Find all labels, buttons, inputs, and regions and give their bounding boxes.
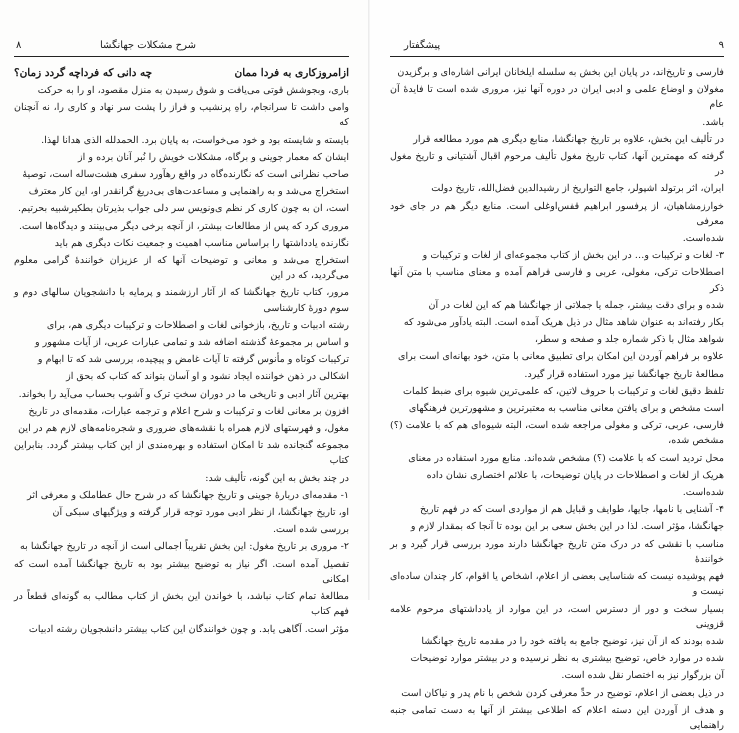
text-line: بهترین آثار ادبی و تاریخی ما در دوران سختِ ترک و آشوب بحساب می‌آید را بخواند. bbox=[18, 388, 349, 400]
running-head bbox=[390, 38, 724, 57]
page-number: ۹ bbox=[718, 40, 724, 51]
text-line: تلفظ دقیق لغات و ترکیبات با حروف لاتین، که علمی‌ترین شیوه برای ضبط کلمات bbox=[403, 385, 724, 397]
running-title: پیشگفتار bbox=[404, 40, 441, 51]
text-line: شده و برای دقت بیشتر، جمله یا جملاتی از جهانگشا هم که این لغات در آن bbox=[428, 299, 724, 311]
text-line: افزون بر معانی لغات و ترکیبات و شرح اعلام و ترجمه عبارات، مقدمه‌ای در تاریخ bbox=[28, 405, 349, 417]
text-line: مرور، کتاب تاریخ جهانگشا که از آثار ارزشمند و پرمایه با دانشجویان سالهای دوم و سوم دورهٔ کارشناسی bbox=[14, 287, 349, 314]
text-line: مطالعهٔ تمام کتاب نباشد، با خواندن این بخش از کتاب مطالب به گونه‌ای قطعاً در فهم کتاب bbox=[14, 591, 349, 618]
text-line: شده‌است. bbox=[682, 487, 724, 499]
text-line: است مشخص و برای یافتن معانی مناسب به معتبرترین و مشهورترین فرهنگهای bbox=[408, 403, 724, 415]
text-line: تفصیل آمده است. اگر نیاز به توضیح بیشتر بود به تاریخ جهانگشا آمده است که امکانی bbox=[14, 558, 349, 585]
text-lines bbox=[390, 65, 724, 733]
text-line: شده در موارد خاص، توضیح بیشتری به نظر نرسیده و در بیشتر موارد توضیحات bbox=[410, 653, 724, 665]
text-line: مروری کرد که پس از مطالعات بیشتر، از آنچه برخی دیگر می‌بینند و دیدگاه‌ها است. bbox=[19, 220, 349, 232]
text-line: مؤثر است. آگاهی یابد. و چون خوانندگان این کتاب بیشتر دانشجویان رشته ادبیات bbox=[28, 623, 349, 635]
text-lines bbox=[14, 83, 349, 637]
text-line: باری، وبجوشش قوتی می‌یافت و شوق رسیدن به منزل مقصود، او را به حرکت bbox=[37, 85, 349, 96]
verse-hemistich-2: چه دانی که فرداچه گردد زمان؟ bbox=[14, 67, 153, 79]
text-line: و اساس بر مجموعهٔ گذشته اضافه شد و تمامی عبارات عربی، از آیات مشهور و bbox=[34, 337, 349, 349]
text-line: شده‌است. bbox=[682, 233, 724, 245]
text-line: ۳- لغات و ترکیبات و… در این بخش از کتاب مجموعه‌ای از لغات و ترکیبات و bbox=[422, 250, 724, 262]
text-line: در ذیل بعضی از اعلام، توضیح در حدِّ معرفی کردن شخص با نام پدر و نیاکان است bbox=[401, 687, 724, 699]
text-line: صاحب نظرانی است که نگارنده‌گاه در واقع رهآورد سفری هشت‌ساله است، توصیهٔ bbox=[22, 169, 349, 181]
text-line: فهم پوشیده نیست که شناسایی بعضی از اعلام، اشخاص یا اقوام، کار چندان ساده‌ای نیست و bbox=[390, 571, 724, 598]
text-line: رشته ادبیات و تاریخ، بازخوانی لغات و اصطلاحات و ترکیبات دیگری هم، برای bbox=[46, 319, 349, 331]
text-line: باشد. bbox=[702, 116, 724, 128]
text-line: استخراج می‌شد و به راهنمایی و مساعدت‌های بی‌دریغ گرانقدر او، این کار معترف bbox=[28, 186, 349, 198]
text-line: خوارزمشاهیان، از پرفسور ابراهیم قفس‌اوغلی است. منابع دیگر هم در جای خود معرفی bbox=[390, 200, 724, 227]
text-line: ایران، اثر برتولد اشپولر، جامع التواریخ از رشیدالدین فضل‌الله، تاریخ دولت bbox=[431, 183, 724, 195]
left-page bbox=[0, 0, 369, 635]
running-title: شرح مشکلات جهانگشا bbox=[99, 40, 197, 51]
text-line: در تألیف این بخش، علاوه بر تاریخ جهانگشا، منابع دیگری هم مورد مطالعه قرار bbox=[413, 133, 724, 145]
verse bbox=[14, 65, 349, 81]
text-line: ایشان که معمار جوینی و برگاه، مشکلات خویش را نُبر آنان برده و از bbox=[78, 151, 349, 163]
text-line: او، تاریخ جهانگشا، از نظر ادبی مورد توجه قرار گرفته و ویژگیهای سبکی آن bbox=[52, 507, 349, 519]
text-line: ۴- آشنایی با نامها، جایها، طوایف و قبایل هم از مواردی است که در فهم تاریخ bbox=[419, 504, 724, 516]
text-line: ۲- مروری بر تاریخ مغول: این بخش تقریباً اجمالی است از آنچه در تاریخ جهانگشا به bbox=[20, 541, 349, 553]
text-line: آن بزرگوار نیز به اختصار نقل شده است. bbox=[561, 670, 724, 682]
verse-hemistich-1: ازامروزکاری به فردا ممان bbox=[234, 67, 349, 79]
text-line: شواهد مثال با ذکر شماره جلد و صفحه و سطر، bbox=[534, 334, 724, 346]
text-line: مناسب با نقشی که در درک متن تاریخ جهانگشا دارند مورد بررسی قرار گیرد و بر خوانندهٔ bbox=[390, 538, 724, 565]
text-line: است، ان به چون کاری کر نظم ی‌ونویس سر دلی جواب بذیرتان بطکیرشبیه بحرتیم. bbox=[18, 203, 349, 215]
text-line: مجموعه گنجانده شد تا امکان استفاده و بهره‌مندی از این کتاب بیشتر گردد. بنابراین کتاب bbox=[14, 440, 349, 467]
running-head bbox=[14, 38, 349, 57]
text-line: مطالعهٔ تاریخ جهانگشا نیز مورد استفاده قرار گیرد. bbox=[524, 368, 724, 380]
page-body bbox=[390, 65, 724, 733]
text-line: فارسی، عربی، ترکی و مغولی مراجعه شده است، البته شیوه‌ای هم که با علامت (؟) مشخص شده، bbox=[390, 420, 724, 447]
text-line: ترکیبات کوتاه و مأنوس گرفته تا آیات غامض و پیچیده، بررسی شد که تا ابهام و bbox=[37, 354, 349, 366]
page-body bbox=[14, 65, 349, 637]
text-line: اصطلاحات ترکی، مغولی، عربی و فارسی فراهم آمده و معنای مناسب با متن آنها ذکر bbox=[390, 267, 724, 294]
text-line: اشکالی در ذهن خواننده ایجاد نشود و او آسان بتواند که کتاب که بحق از bbox=[66, 371, 349, 383]
text-line: گرفته که مهمترین آنها، کتاب تاریخ مغول تألیف مرحوم اقبال آشتیانی و تاریخ مغول در bbox=[390, 151, 724, 178]
page-number: ۸ bbox=[16, 40, 22, 51]
text-line: مغولان و اوضاع علمی و ادبی ایران در دوره آنها نیز، مروری شده است تا فایدهٔ آن عام bbox=[390, 84, 724, 111]
text-line: بررسی شده است. bbox=[272, 524, 349, 536]
text-line: استخراج می‌شد و معانی و توضیحات آنها که از عزیزان خوانندهٔ گرامی معلوم می‌گردید، که در این bbox=[14, 255, 349, 282]
right-page bbox=[370, 0, 739, 731]
text-line: ۱- مقدمه‌ای دربارهٔ جوینی و تاریخ جهانگشا که در شرح حال عطاملک و معرفی اثر bbox=[27, 489, 349, 501]
text-line: بکار رفته‌اند به عنوان شاهد مثال در ذیل هریک آمده است. البته یادآور می‌شود که bbox=[403, 317, 724, 329]
text-line: محل تردید است که با علامت (؟) مشخص شده‌اند. منابع مورد استفاده در معنای bbox=[408, 452, 724, 464]
text-line: نگارنده یادداشتها را براساس مناسب اهمیت و جمعیت نکات دیگری هم باید bbox=[54, 237, 349, 249]
text-line: در چند بخش به این گونه، تألیف شد: bbox=[205, 472, 349, 484]
text-line: شده بودند که از آن نیز، توضیح جامع به یافته خود را در مقدمه تاریخ جهانگشا bbox=[421, 635, 724, 647]
text-line: علاوه بر فراهم آوردن این امکان برای تطبیق معانی با متن، خود بهانه‌ای است برای bbox=[398, 351, 724, 363]
text-line: وامی داشت تا سرانجام، راهِ پرنشیب و فراز را پشت سر نهاد و کاری را، نه آنچنان که bbox=[14, 102, 349, 129]
text-line: و هدف از آوردن این دسته اعلام که اطلاعی بیشتر از آنها به دست تمامی جنبه راهنمایی bbox=[390, 704, 724, 731]
text-line: فارسی و تاریخ‌اند، در پایان این بخش به سلسله ایلخانان ایرانی اشاره‌ای و برگزیدن bbox=[397, 67, 724, 78]
text-line: مغول، و فهرستهای لازم همراه با نقشه‌های ضروری و شجره‌نامه‌های لازم هم در این bbox=[18, 423, 349, 435]
text-line: هریک از لغات و اصطلاحات در پایان توضیحات، با علائم اختصاری نشان داده bbox=[426, 469, 724, 481]
text-line: جهانگشا، مؤثر است. لذا در این بخش سعی بر این بوده تا آنجا که بمقدار لازم و bbox=[410, 521, 724, 533]
text-line: بایسته و شایسته بود و خود می‌خواست، به پایان برد. الحمدلله الذی هدانا لهذا. bbox=[41, 134, 349, 146]
text-line: بسیار سخت و دور از دسترس است، در این موارد از یادداشتهای مرحوم علامه قزوینی bbox=[390, 603, 724, 630]
